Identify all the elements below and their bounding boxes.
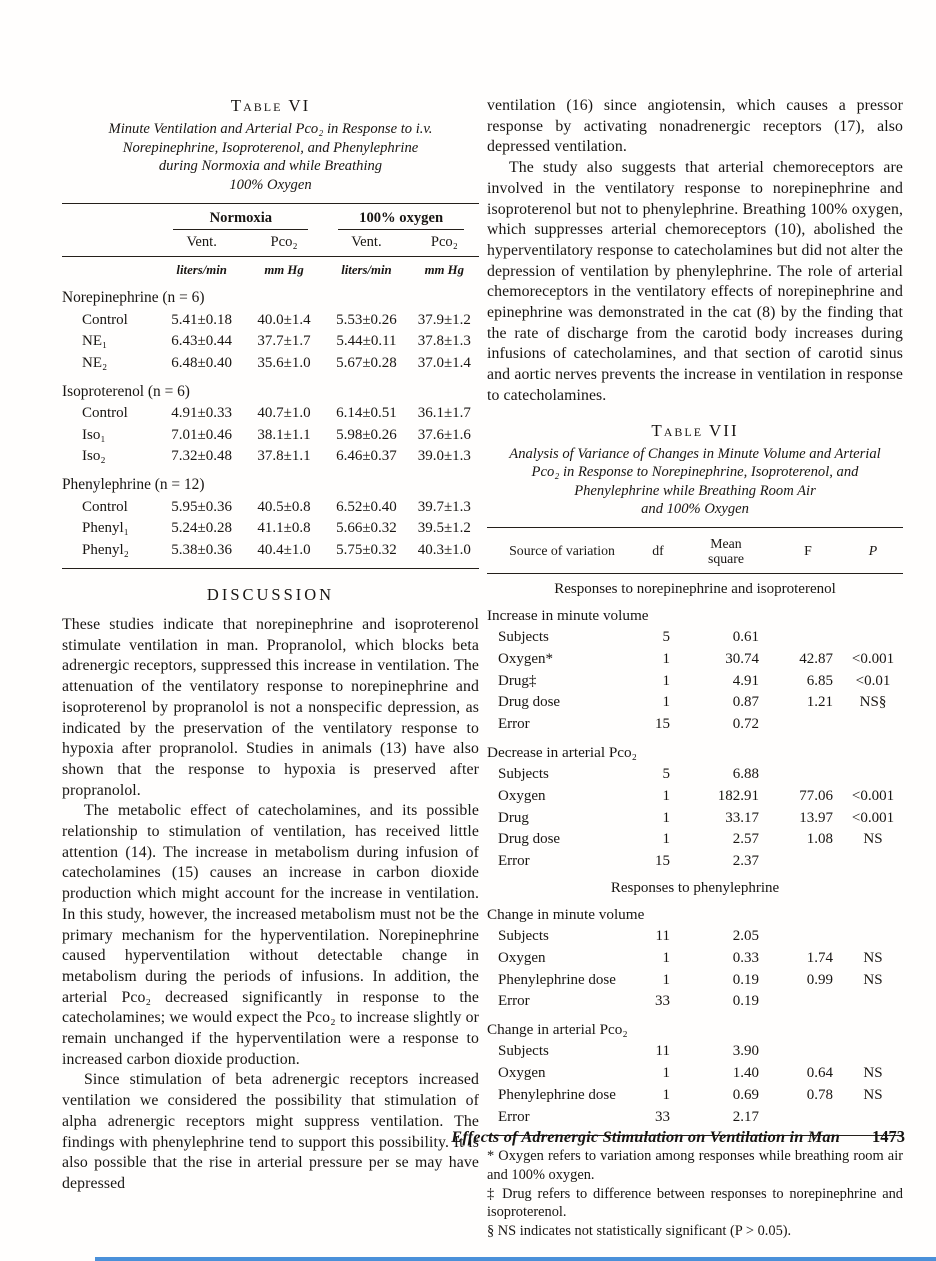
table-cell: 4.91±0.33 [171,405,233,421]
table-cell: 5.95±0.36 [171,498,233,515]
p-cell [843,1041,903,1063]
table7-data-row [487,1041,903,1063]
f-cell [773,991,843,1013]
table7-section-heading: Responses to phenylephrine [610,879,780,896]
row-label: Drug [498,809,529,826]
discussion-paragraph: These studies indicate that norepinephrine and isoproterenol stimulate ventilation in man. Propranolol, which blocks beta adrenergic receptors, suppressed this increase in ventilation. The attenuation of the ventilatory response to norepinephrine and isoproterenol by propranolol is not a nonspecific depression, as indicated by the preservation of the ventilatory response to hypoxia after propranolol. Studies in animals (13) have also shown that the response to hypoxia is preserved after propranolol. [62,616,479,799]
p-cell: <0.001 [851,650,895,667]
mean-square-cell: 1.40 [732,1065,759,1081]
mean-square-cell: 2.37 [732,853,759,870]
table6-group-row [62,280,479,309]
df-cell: 15 [655,853,670,870]
row-label: NE₁ [82,333,108,349]
table-cell: 5.38±0.36 [171,541,233,558]
table7-data-row [487,947,903,969]
table6-data-row [62,352,479,374]
table-cell: 6.48±0.40 [171,354,233,371]
row-label: Oxygen [498,949,546,966]
table7-group-row [487,736,903,764]
pco2-header: Pco₂ [410,231,479,257]
footer-title: Effects of Adrenergic Stimulation on Ventilation in Man [451,1127,840,1146]
df-cell: 1 [662,787,670,804]
table-cell: 5.53±0.26 [336,311,397,328]
f-header: F [773,527,843,573]
table7-data-row [487,926,903,948]
table-cell: 5.44±0.11 [336,333,397,349]
row-label: Iso₁ [82,426,106,443]
mean-square-cell: 2.57 [732,831,759,848]
source-header: Source of variation [487,527,637,573]
table6-data-row [62,496,479,518]
sub-header-row [62,231,479,257]
table7-group-name: Decrease in arterial Pco₂ [487,743,637,761]
table7-section-heading: Responses to norepinephrine and isoproterenol [554,580,836,597]
table7-section-row [487,873,903,898]
table-cell: 5.41±0.18 [171,311,233,328]
table-cell: 40.3±1.0 [417,541,471,558]
p-cell [843,926,903,948]
f-cell [773,926,843,948]
discussion-paragraph: Since stimulation of beta adrenergic receptors increased ventilation we considered the possibility that stimulation of alpha adrenergic receptors might suppress ventilation. The findings with phenylephrine tend to support this possibility. It is also possible that the rise in arterial pressure per se may have depressed [62,1071,479,1192]
caption-line: Norepinephrine, Isoproterenol, and Phenylephrine [122,139,419,156]
row-label: Oxygen* [498,650,553,667]
bottom-accent-bar [95,1257,936,1261]
df-cell: 33 [655,1108,670,1125]
row-label: Phenylephrine dose [498,971,616,988]
p-header: P [843,527,903,573]
mean-square-cell: 0.61 [732,629,759,646]
table-cell: 39.5±1.2 [417,520,471,536]
table-cell: 37.8±1.3 [417,333,471,349]
caption-line: 100% Oxygen [229,176,312,193]
row-label: Control [82,405,128,421]
f-cell [773,851,843,873]
page-number: 1473 [872,1127,905,1146]
df-cell: 1 [662,694,670,711]
caption-line: during Normoxia and while Breathing [158,158,383,174]
df-cell: 11 [655,1043,670,1060]
row-label: Drug dose [498,831,561,848]
table6-group-name: Norepinephrine (n = 6) [62,289,205,306]
mean-square-cell: 0.19 [732,993,759,1010]
table-cell: 6.52±0.40 [336,498,397,515]
row-label: Subjects [498,629,549,646]
f-cell: 77.06 [799,787,833,804]
table-cell: 5.75±0.32 [336,541,397,558]
df-cell: 5 [662,629,670,646]
table-vii-grid [487,527,903,1137]
table-vi-label: Table VI [230,96,311,115]
spacer-cell [62,257,158,281]
table7-group-row [487,898,903,926]
unit-cell: liters/min [176,263,227,277]
vent-header: Vent. [323,231,409,257]
table-vii [487,421,903,1137]
p-cell: NS [863,949,883,966]
df-cell: 1 [662,971,670,988]
table7-group-row [487,1013,903,1041]
table-vi-caption [62,120,479,194]
table6-group-row [62,467,479,496]
p-cell [843,991,903,1013]
table-cell: 37.0±1.4 [417,354,471,371]
table-cell: 36.1±1.7 [417,405,471,421]
table-cell: 37.6±1.6 [417,426,471,443]
left-column [62,96,479,1195]
df-cell: 1 [662,672,670,689]
p-cell: NS [863,831,883,848]
table-cell: 39.0±1.3 [417,448,471,464]
p-cell: NS§ [859,694,887,711]
f-cell: 42.87 [799,650,833,667]
table-vii-label: Table VII [651,420,739,440]
row-label: NE₂ [82,354,108,371]
mean-square-cell: 0.33 [732,949,759,966]
table-cell: 40.4±1.0 [257,541,311,558]
table7-group-name: Change in minute volume [487,905,645,923]
unit-cell: mm Hg [424,263,465,277]
f-cell [773,764,843,786]
table7-section-row [487,573,903,599]
pco2-header: Pco₂ [245,231,323,257]
table-vi [62,96,479,569]
table-cell: 37.9±1.2 [417,311,471,328]
table6-group-name: Phenylephrine (n = 12) [62,476,205,493]
table-cell: 37.7±1.7 [257,333,311,349]
table7-data-row [487,670,903,692]
table-cell: 6.43±0.44 [171,333,233,349]
df-cell: 1 [662,831,670,848]
row-label: Phenyl₁ [82,520,129,536]
row-label: Error [498,716,530,733]
table-cell: 6.46±0.37 [336,448,397,464]
table-cell: 5.66±0.32 [336,520,397,536]
mean-square-cell: 182.91 [717,787,759,804]
p-cell: NS [863,1065,883,1081]
p-cell: NS [863,971,883,988]
table7-data-row [487,829,903,851]
row-label: Phenylephrine dose [498,1086,616,1103]
table-footnotes [487,1147,903,1240]
footnote: § NS indicates not statistically significant (P > 0.05). [487,1222,792,1239]
footnote: ‡ Drug refers to difference between responses to norepinephrine and isoproterenol. [487,1185,903,1221]
p-cell: <0.01 [855,672,891,689]
row-label: Subjects [498,928,549,945]
f-cell: 6.85 [806,672,833,689]
table7-data-row [487,969,903,991]
p-cell [843,851,903,873]
mean-square-cell: 0.69 [732,1086,759,1103]
row-label: Control [82,311,128,328]
unit-cell: liters/min [341,263,392,277]
mean-square-cell: 0.19 [732,971,759,988]
spacer-cell [62,204,158,232]
table7-data-row [487,764,903,786]
f-cell: 1.74 [806,949,833,966]
discussion-heading: DISCUSSION [206,585,335,604]
body-paragraph: ventilation (16) since angiotensin, which causes a pressor response by activating nonadrenergic receptors (17), also depressed ventilation. [487,97,903,156]
unit-cell: mm Hg [264,263,304,277]
row-label: Error [498,993,530,1010]
mean-square-cell: 0.87 [732,694,759,711]
p-cell [843,764,903,786]
units-row [62,257,479,281]
row-label: Control [82,498,128,515]
mean-square-cell: 30.74 [725,650,759,667]
table7-data-row [487,1063,903,1085]
table-cell: 7.32±0.48 [171,448,233,464]
table-vi-grid [62,203,479,569]
table7-data-row [487,851,903,873]
table-cell: 39.7±1.3 [417,498,471,515]
vent-header: Vent. [158,231,244,257]
table-cell: 40.7±1.0 [257,405,311,421]
column-group-header-row [62,204,479,232]
caption-line: Analysis of Variance of Changes in Minute Volume and Arterial [509,445,881,462]
row-label: Subjects [498,1043,549,1060]
footnote: * Oxygen refers to variation among responses while breathing room air and 100% oxygen. [487,1148,903,1183]
p-cell [843,714,903,736]
f-cell: 0.99 [806,971,833,988]
table6-group-name: Isoproterenol (n = 6) [62,382,190,400]
table7-data-row [487,1084,903,1106]
df-header: df [637,527,679,573]
table-cell: 5.67±0.28 [336,354,397,371]
table-cell: 40.0±1.4 [257,311,311,328]
row-label: Phenyl₂ [82,541,129,558]
table6-data-row [62,309,479,331]
table-cell: 35.6±1.0 [257,354,311,371]
mean-square-header: Mean square [679,527,773,573]
f-cell: 0.64 [806,1065,833,1081]
df-cell: 1 [662,650,670,667]
table-cell: 6.14±0.51 [336,405,397,421]
spacer-cell [62,231,158,257]
table7-group-name: Increase in minute volume [487,606,649,624]
oxygen-header: 100% oxygen [323,204,479,232]
mean-square-cell: 0.72 [732,716,759,733]
table7-data-row [487,648,903,670]
table-cell: 38.1±1.1 [257,426,311,443]
table7-data-row [487,807,903,829]
table7-group-name: Change in arterial Pco₂ [487,1020,628,1038]
mean-square-cell: 6.88 [732,766,759,783]
p-cell: NS [863,1086,883,1103]
body-paragraph: The study also suggests that arterial chemoreceptors are involved in the ventilatory response to norepinephrine and isoproterenol but not to phenylephrine. Breathing 100% oxygen, which suppresses arterial chemoreceptors (10), abolished the hyperventilatory response to catecholamines but did not alter the depression of ventilation by phenylephrine. The role of arterial chemoreceptors in the ventilatory effects of norepinephrine and epinephrine was demonstrated in the cat (8) by the finding that the rate of discharge from the carotid body increases during infusions of catecholamines, and that section of carotid sinus and aortic nerves prevents the increase in ventilation in response to catecholamines. [487,159,903,404]
table7-data-row [487,627,903,649]
f-cell [773,1041,843,1063]
df-cell: 11 [655,928,670,945]
df-cell: 1 [662,1086,670,1103]
table7-data-row [487,714,903,736]
df-cell: 15 [655,716,670,733]
table6-data-row [62,424,479,446]
df-cell: 1 [662,809,670,826]
table-cell: 37.8±1.1 [257,448,311,464]
header-row [487,527,903,573]
mean-square-cell: 3.90 [732,1043,759,1060]
mean-square-cell: 4.91 [732,672,759,689]
table6-data-row [62,331,479,353]
table7-group-row [487,599,903,627]
caption-line: Pco₂ in Response to Norepinephrine, Isoproterenol, and [531,464,859,481]
mean-square-cell: 33.17 [725,809,759,826]
table6-data-row [62,518,479,540]
table-vii-caption [487,445,903,519]
table7-data-row [487,991,903,1013]
mean-square-cell: 2.17 [732,1108,759,1125]
discussion-paragraph: The metabolic effect of catecholamines, and its possible relationship to stimulation of ventilation, has received little attention (14). The increase in metabolism during infusion of catecholamines (15) causes an increase in carbon dioxide production which might account for the increase in ventilation. In this study, however, the increased metabolism must not be the primary mechanism for the hyperventilation. Norepinephrine caused hyperventilation without detectable change in metabolism during the periods of infusions. In addition, the arterial Pco₂ decreased significantly in response to the catecholamines; we would expect the Pco₂ to increase slightly or remain unchanged if the hyperventilation were a response to increased carbon dioxide production. [62,802,479,1068]
p-cell [843,627,903,649]
row-label: Drug dose [498,694,561,711]
df-cell: 5 [662,766,670,783]
df-cell: 1 [662,949,670,966]
f-cell: 1.08 [806,831,833,848]
table-cell: 7.01±0.46 [171,426,233,443]
p-cell: <0.001 [851,787,895,804]
df-cell: 1 [662,1065,670,1081]
table-cell: 5.24±0.28 [171,520,233,536]
table6-group-row [62,374,479,403]
table7-data-row [487,785,903,807]
row-label: Error [498,853,530,870]
mean-square-cell: 2.05 [732,928,759,945]
row-label: Drug‡ [498,672,537,689]
f-cell: 1.21 [806,694,833,711]
df-cell: 33 [655,993,670,1010]
table6-data-row [62,403,479,425]
normoxia-header: Normoxia [158,204,323,232]
f-cell [773,714,843,736]
table6-data-row [62,539,479,569]
caption-line: Phenylephrine while Breathing Room Air [574,482,816,499]
table6-data-row [62,446,479,468]
row-label: Oxygen [498,787,546,804]
row-label: Subjects [498,766,549,783]
running-footer [451,1127,905,1147]
row-label: Iso₂ [82,448,106,464]
table-cell: 5.98±0.26 [336,426,397,443]
f-cell [773,627,843,649]
caption-line: and 100% Oxygen [641,501,749,518]
f-cell: 13.97 [799,809,833,826]
table-cell: 40.5±0.8 [257,498,311,515]
row-label: Oxygen [498,1065,546,1081]
caption-line: Minute Ventilation and Arterial Pco₂ in Response to i.v. [108,121,433,137]
table-cell: 41.1±0.8 [257,520,311,536]
right-column [487,96,903,1240]
table7-data-row [487,692,903,714]
f-cell: 0.78 [806,1086,833,1103]
p-cell: <0.001 [851,809,895,826]
row-label: Error [498,1108,530,1125]
